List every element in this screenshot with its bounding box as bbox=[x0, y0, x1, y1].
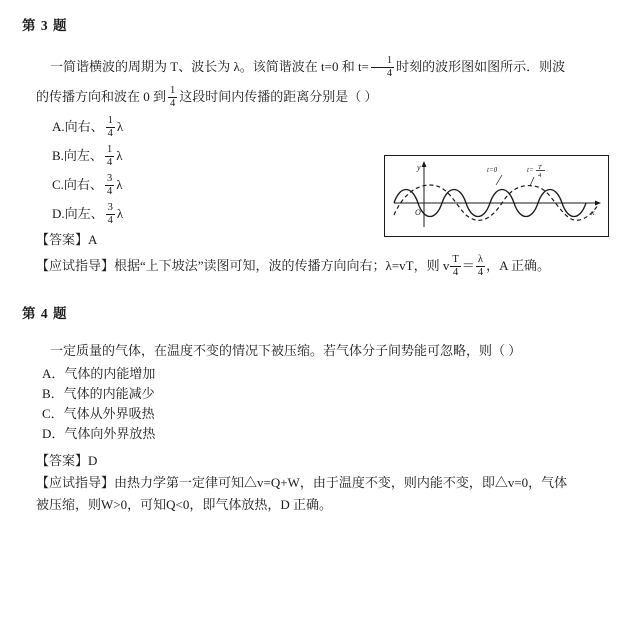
fraction-numerator: 1 bbox=[170, 84, 176, 96]
question-4-option-a[interactable]: A．气体的内能增加 bbox=[42, 366, 156, 381]
question-3-option-a[interactable] bbox=[52, 112, 599, 141]
question-3-guide bbox=[36, 252, 599, 280]
guide-equals: ＝ bbox=[461, 258, 475, 273]
stem-text-part-2: 时刻的波形图如图所示．则波 bbox=[396, 59, 566, 74]
question-3-heading: 第 3 题 bbox=[22, 18, 68, 33]
question-4-block bbox=[18, 302, 609, 516]
option-c-text: 向右、 bbox=[63, 177, 103, 192]
question-4-answer: 【答案】D bbox=[36, 453, 98, 468]
question-4-option-c[interactable]: C．气体从外界吸热 bbox=[42, 406, 155, 421]
option-b-tail: λ bbox=[116, 148, 123, 163]
fraction-denominator: 4 bbox=[107, 127, 113, 139]
fraction-denominator: 4 bbox=[106, 156, 113, 168]
option-b-text: 向左、 bbox=[63, 148, 103, 163]
option-c-fraction bbox=[105, 173, 114, 198]
option-b-label: B. bbox=[52, 148, 64, 163]
fraction-numerator: λ bbox=[477, 253, 483, 265]
figure-y-axis-label: y bbox=[417, 163, 421, 172]
question-4-heading: 第 4 题 bbox=[22, 306, 68, 321]
question-4-option-d[interactable]: D．气体向外界放热 bbox=[42, 426, 156, 441]
question-4-option-b[interactable]: B．气体的内能减少 bbox=[42, 386, 155, 401]
guide-text-part-1: 【应试指导】根据“上下坡法”读图可知，波的传播方向向右；λ=vT，则 v bbox=[36, 258, 450, 273]
fraction-numerator: 1 bbox=[106, 143, 113, 155]
option-d-tail: λ bbox=[116, 206, 124, 221]
guide-fraction-t-over-4 bbox=[450, 254, 460, 279]
waveform-figure bbox=[384, 155, 609, 237]
stem-text-part-1: 一简谐横波的周期为 T、波长为 λ。该简谐波在 t=0 和 t= bbox=[50, 59, 369, 74]
option-a-fraction bbox=[106, 115, 115, 140]
figure-curve2-numerator: T bbox=[538, 164, 542, 171]
option-d-text: 向左、 bbox=[64, 206, 104, 221]
question-3-stem-line-1 bbox=[36, 52, 599, 82]
option-a-text: 向右、 bbox=[64, 119, 104, 134]
fraction-numerator: T bbox=[452, 253, 459, 265]
question-4-guide-line-1: 【应试指导】由热力学第一定律可知△v=Q+W，由于温度不变，则内能不变，即△v=0，气体 bbox=[36, 475, 568, 490]
fraction-numerator: 3 bbox=[107, 201, 113, 213]
fraction-denominator: 4 bbox=[477, 266, 484, 278]
stem-text-part-3: 的传播方向和波在 0 到 bbox=[36, 89, 167, 104]
fraction-numerator: 3 bbox=[106, 172, 113, 184]
figure-curve2-label: t= bbox=[527, 166, 534, 174]
option-d-fraction bbox=[106, 202, 115, 227]
figure-x-axis-label: x bbox=[591, 208, 595, 217]
stem-fraction-one-quarter bbox=[371, 55, 394, 80]
fraction-denominator: 4 bbox=[107, 214, 113, 226]
option-b-fraction bbox=[105, 144, 114, 169]
fraction-denominator: 4 bbox=[106, 185, 113, 197]
option-d-label: D. bbox=[52, 206, 65, 221]
question-3-stem-line-2 bbox=[36, 82, 599, 112]
question-3-block bbox=[18, 14, 609, 280]
fraction-denominator: 4 bbox=[170, 97, 176, 109]
option-c-tail: λ bbox=[116, 177, 123, 192]
question-4-guide-line-2: 被压缩，则W>0，可知Q<0，即气体放热，D 正确。 bbox=[36, 497, 332, 512]
question-4-body bbox=[36, 338, 599, 516]
guide-text-part-2: ，A 正确。 bbox=[486, 258, 550, 273]
fraction-numerator: 1 bbox=[107, 114, 113, 126]
fraction-denominator: 4 bbox=[450, 266, 460, 279]
guide-fraction-lambda-over-4 bbox=[476, 254, 485, 279]
figure-curve2-denominator: 4 bbox=[538, 172, 542, 179]
figure-origin-label: O bbox=[415, 208, 421, 217]
fraction-numerator: 1 bbox=[386, 54, 393, 66]
stem-text-part-4: 这段时间内传播的距离分别是（ ） bbox=[179, 89, 378, 104]
question-4-stem: 一定质量的气体，在温度不变的情况下被压缩。若气体分子间势能可忽略，则（ ） bbox=[50, 343, 522, 358]
option-c-label: C. bbox=[52, 177, 64, 192]
figure-curve1-label: t=0 bbox=[487, 166, 498, 174]
fraction-denominator: 4 bbox=[371, 67, 394, 80]
option-a-tail: λ bbox=[116, 119, 124, 134]
option-a-label: A. bbox=[52, 119, 65, 134]
stem-fraction-one-quarter-2 bbox=[168, 85, 177, 110]
question-3-answer: 【答案】A bbox=[36, 232, 98, 247]
